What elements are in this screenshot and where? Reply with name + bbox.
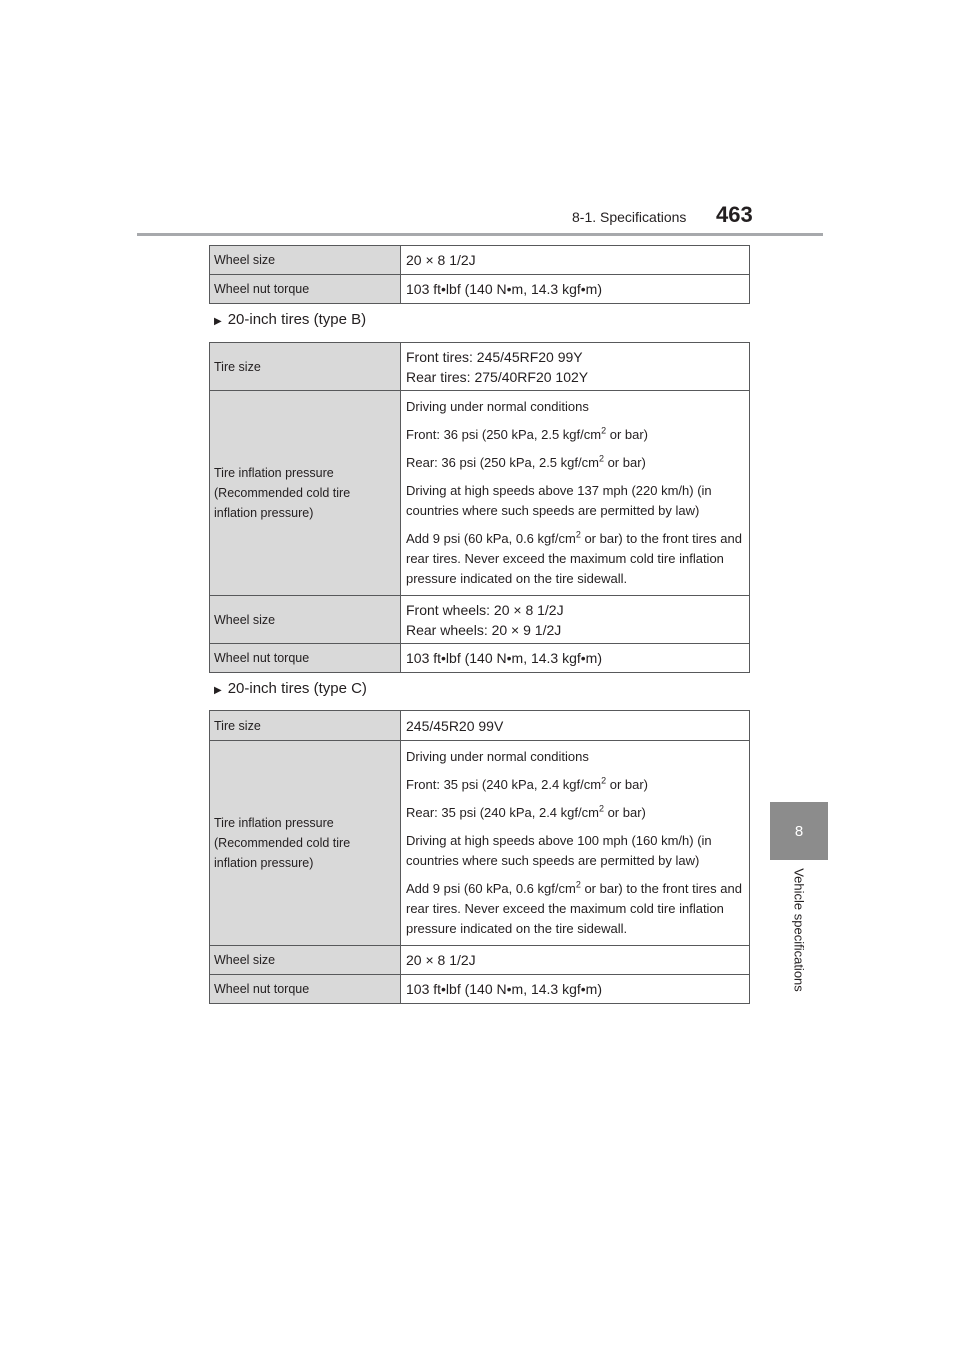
front-pressure: Front: 36 psi (250 kPa, 2.5 kgf/$cm^2$ or bar) bbox=[406, 425, 649, 442]
pressure-label: Tire inflation pressure (Recommended cold tire inflation pressure) bbox=[210, 391, 401, 596]
section-c-heading bbox=[214, 680, 367, 697]
table-row bbox=[210, 711, 750, 741]
tire-size-rear: Rear tires: 275/40RF20 102Y bbox=[406, 368, 589, 385]
add-pressure-note: Add 9 psi (60 kPa, 0.6 kgf/$cm^2$ or bar) to the front tires and rear tires. Never exceed the maximum cold tire inflation pressure indicated on the tire sidewall. bbox=[406, 529, 742, 586]
wheel-front: Front wheels: 20 × 8 1/2J bbox=[406, 601, 564, 618]
tire-size-label: Tire size bbox=[210, 711, 401, 741]
row-value: 103 ft•lbf (140 N•m, 14.3 kgf•m) bbox=[401, 275, 750, 304]
normal-conditions: Driving under normal conditions bbox=[406, 749, 589, 764]
wheel-table-top bbox=[209, 245, 750, 304]
wheel-rear: Rear wheels: 20 × 9 1/2J bbox=[406, 621, 562, 638]
section-title: 8-1. Specifications bbox=[572, 209, 687, 225]
table-row bbox=[210, 246, 750, 275]
row-value: 20 × 8 1/2J bbox=[401, 246, 750, 275]
tire-table-c bbox=[209, 710, 750, 1004]
tire-size-front: Front tires: 245/45RF20 99Y bbox=[406, 348, 583, 365]
tire-size-value: 245/45R20 99V bbox=[401, 711, 750, 741]
chapter-number: 8 bbox=[794, 822, 804, 840]
wheel-size-label: Wheel size bbox=[210, 596, 401, 644]
tire-table-b bbox=[209, 342, 750, 673]
high-speed-note: Driving at high speeds above 100 mph (160 km/h) (in countries where such speeds are permitted by law) bbox=[406, 833, 712, 868]
high-speed-note: Driving at high speeds above 137 mph (220 km/h) (in countries where such speeds are permitted by law) bbox=[406, 483, 712, 518]
table-row bbox=[210, 741, 750, 946]
rear-pressure: Rear: 35 psi (240 kPa, 2.4 kgf/$cm^2$ or bar) bbox=[406, 803, 646, 820]
row-label: Wheel size bbox=[210, 246, 401, 275]
table-row bbox=[210, 343, 750, 391]
pressure-label: Tire inflation pressure (Recommended cold tire inflation pressure) bbox=[210, 741, 401, 946]
tire-size-label: Tire size bbox=[210, 343, 401, 391]
nut-torque-value: 103 ft•lbf (140 N•m, 14.3 kgf•m) bbox=[401, 644, 750, 673]
row-label: Wheel nut torque bbox=[210, 275, 401, 304]
triangle-bullet-icon: ▶ bbox=[214, 316, 222, 327]
wheel-size-label: Wheel size bbox=[210, 946, 401, 975]
table-row bbox=[210, 975, 750, 1004]
nut-torque-value: 103 ft•lbf (140 N•m, 14.3 kgf•m) bbox=[401, 975, 750, 1004]
add-pressure-note: Add 9 psi (60 kPa, 0.6 kgf/$cm^2$ or bar) to the front tires and rear tires. Never exceed the maximum cold tire inflation pressure indicated on the tire sidewall. bbox=[406, 879, 742, 936]
chapter-title: Vehicle specifications bbox=[791, 868, 807, 992]
section-b-heading bbox=[214, 311, 366, 328]
table-row bbox=[210, 391, 750, 596]
nut-torque-label: Wheel nut torque bbox=[210, 644, 401, 673]
table-row bbox=[210, 946, 750, 975]
wheel-size-value: 20 × 8 1/2J bbox=[401, 946, 750, 975]
front-pressure: Front: 35 psi (240 kPa, 2.4 kgf/$cm^2$ or bar) bbox=[406, 775, 649, 792]
page-number: 463 bbox=[716, 202, 753, 227]
table-row bbox=[210, 644, 750, 673]
header-rule bbox=[137, 233, 823, 236]
rear-pressure: Rear: 36 psi (250 kPa, 2.5 kgf/$cm^2$ or bar) bbox=[406, 453, 646, 470]
section-c-title: 20-inch tires (type C) bbox=[227, 680, 367, 697]
table-row bbox=[210, 275, 750, 304]
section-b-title: 20-inch tires (type B) bbox=[227, 311, 367, 328]
chapter-tab bbox=[770, 802, 828, 860]
table-row bbox=[210, 596, 750, 644]
triangle-bullet-icon: ▶ bbox=[214, 685, 222, 696]
normal-conditions: Driving under normal conditions bbox=[406, 399, 589, 414]
nut-torque-label: Wheel nut torque bbox=[210, 975, 401, 1004]
